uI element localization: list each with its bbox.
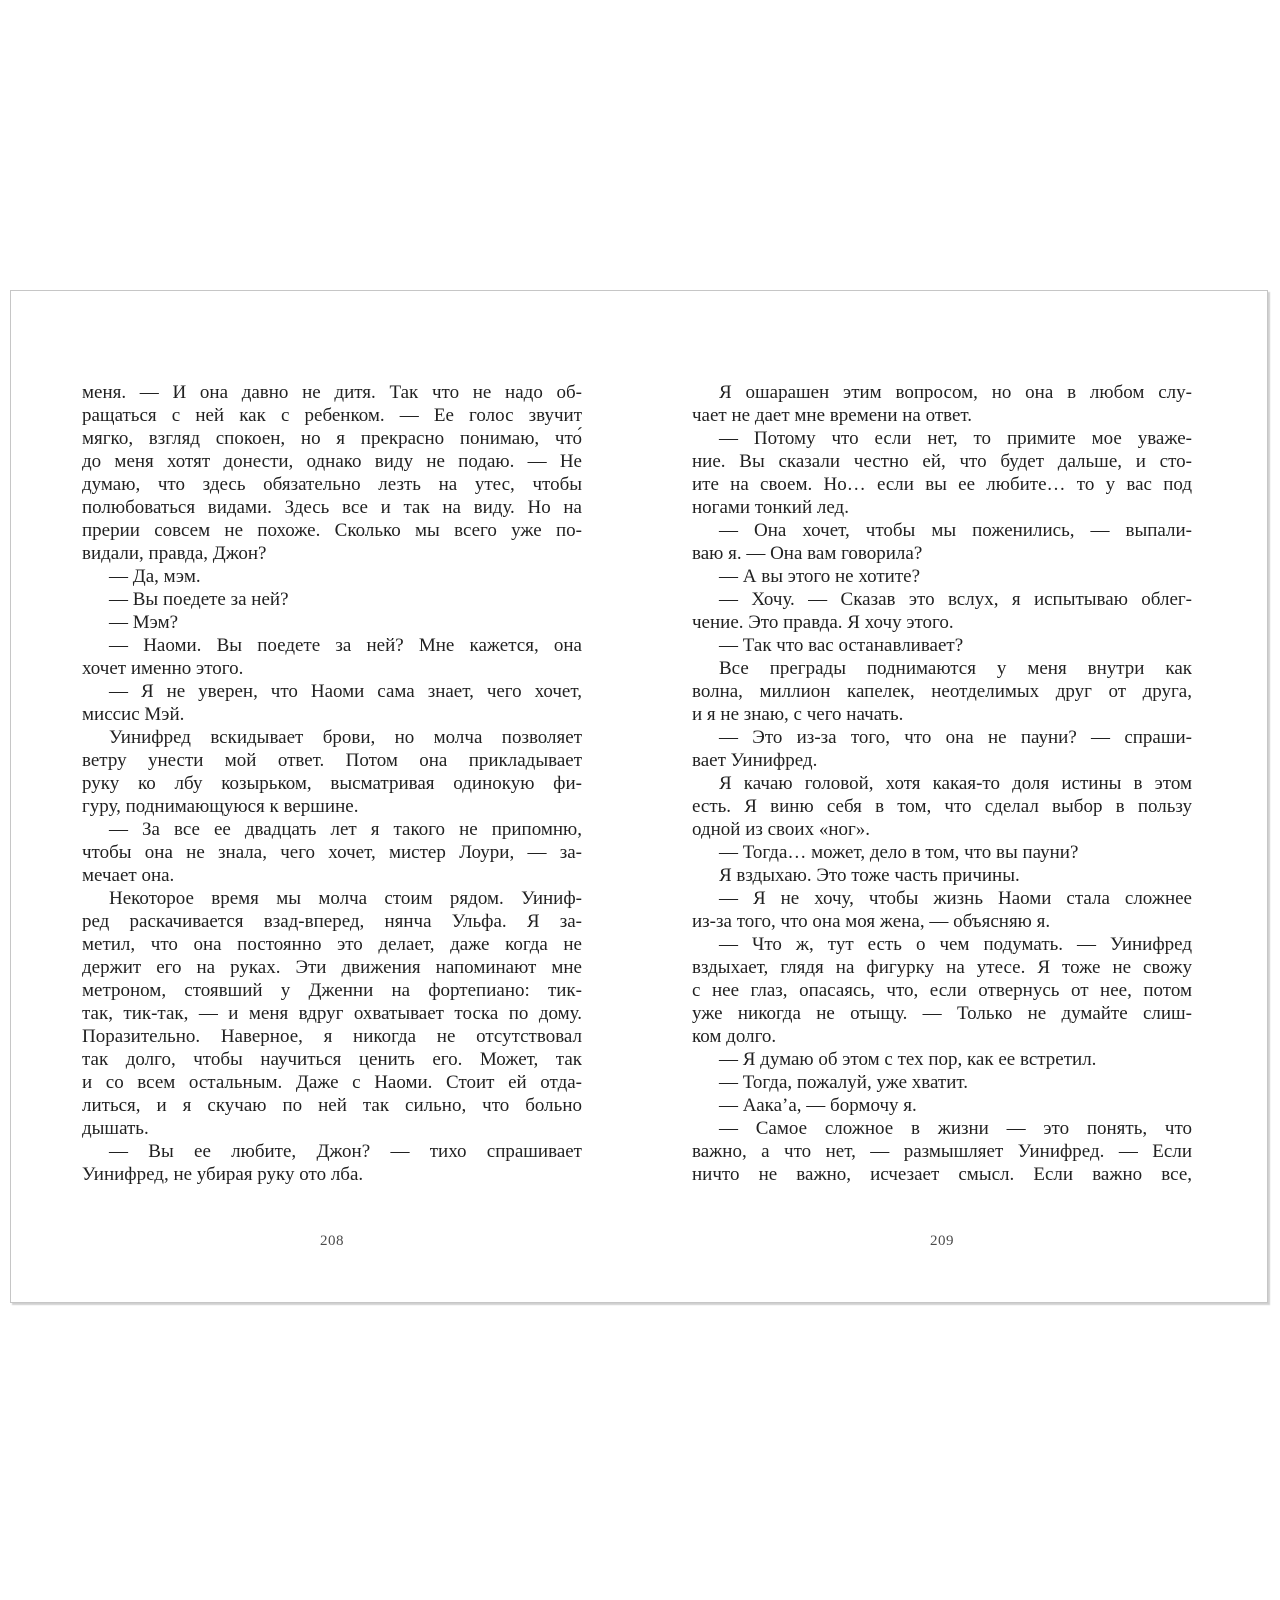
text-line: так, тик-так, — и меня вдруг охватывает тоска по дому.: [82, 1003, 582, 1024]
text-line: — Тогда, пожалуй, уже хватит.: [719, 1072, 969, 1093]
text-line: ком долго.: [692, 1026, 777, 1047]
text-line: ращаться с ней как с ребенком. — Ее голос звучит: [82, 405, 582, 426]
paragraph: [692, 1117, 1192, 1186]
text-line: вздыхает, глядя на фигурку на утесе. Я тоже не свожу: [692, 957, 1192, 978]
text-line: есть. Я виню себя в том, что сделал выбор в пользу: [692, 796, 1192, 817]
text-line: — За все ее двадцать лет я такого не припомню,: [109, 819, 582, 840]
text-line: из-за того, что она моя жена, — объясняю я.: [692, 911, 1051, 932]
paragraph: [82, 1140, 582, 1186]
paragraph: [692, 841, 1192, 864]
text-line: хочет именно этого.: [82, 658, 244, 679]
text-line: с нее глаз, опасаясь, что, если отвернусь от нее, потом: [692, 980, 1192, 1001]
text-line: и я не знаю, с чего начать.: [692, 704, 904, 725]
text-line: руку ко лбу козырьком, высматривая одинокую фи-: [82, 773, 582, 794]
paragraph: [692, 887, 1192, 933]
paragraph: [692, 1094, 1192, 1117]
text-line: миссис Мэй.: [82, 704, 185, 725]
paragraph: [82, 634, 582, 680]
paragraph: [692, 1048, 1192, 1071]
paragraph: [692, 657, 1192, 726]
text-line: — Что ж, тут есть о чем подумать. — Уинифред: [719, 934, 1192, 955]
text-line: Все преграды поднимаются у меня внутри как: [719, 658, 1192, 679]
text-line: ред раскачивается взад-вперед, нянча Ульфа. Я за-: [82, 911, 582, 932]
text-line: и со всем остальным. Даже с Наоми. Стоит ей отда-: [82, 1072, 582, 1093]
text-line: дышать.: [82, 1118, 149, 1139]
text-line: Я ошарашен этим вопросом, но она в любом слу-: [719, 382, 1192, 403]
text-line: — Потому что если нет, то примите мое уваже-: [719, 428, 1192, 449]
paragraph: [692, 864, 1192, 887]
paragraph: [82, 381, 582, 565]
paragraph: [692, 381, 1192, 427]
text-line: ваю я. — Она вам говорила?: [692, 543, 923, 564]
text-line: Поразительно. Наверное, я никогда не отсутствовал: [82, 1026, 582, 1047]
text-line: до меня хотят донести, однако виду не подаю. — Не: [82, 451, 582, 472]
text-line: — Да, мэм.: [109, 566, 201, 587]
text-line: — Она хочет, чтобы мы поженились, — выпали-: [719, 520, 1192, 541]
page-number-right: 209: [930, 1233, 954, 1249]
text-line: видали, правда, Джон?: [82, 543, 267, 564]
text-line: мечает она.: [82, 865, 175, 886]
paragraph: [82, 565, 582, 588]
text-line: — Самое сложное в жизни — это понять, что: [719, 1118, 1192, 1139]
text-line: полюбоваться видами. Здесь все и так на виду. Но на: [82, 497, 582, 518]
paragraph: [82, 611, 582, 634]
text-line: гуру, поднимающуюся к вершине.: [82, 796, 359, 817]
page-number-left: 208: [320, 1233, 344, 1249]
text-line: ветру унести мой ответ. Потом она прикладывает: [82, 750, 582, 771]
text-line: — Я не уверен, что Наоми сама знает, чего хочет,: [109, 681, 582, 702]
paragraph: [692, 519, 1192, 565]
text-line: меня. — И она давно не дитя. Так что не надо об-: [82, 382, 582, 403]
text-line: важно, а что нет, — размышляет Уинифред. — Если: [692, 1141, 1192, 1162]
text-line: чтобы она не знала, чего хочет, мистер Лоури, — за-: [82, 842, 582, 863]
text-line: Некоторое время мы молча стоим рядом. Уиниф-: [109, 888, 582, 909]
paragraph: [692, 1071, 1192, 1094]
text-line: — Мэм?: [109, 612, 179, 633]
paragraph: [82, 726, 582, 818]
text-line: Уинифред вскидывает брови, но молча позволяет: [109, 727, 582, 748]
text-line: ние. Вы сказали честно ей, что будет дальше, и сто-: [692, 451, 1192, 472]
page-right-text: [692, 381, 1192, 1186]
paragraph: [692, 726, 1192, 772]
text-line: Я вздыхаю. Это тоже часть причины.: [719, 865, 1020, 886]
paragraph: [692, 565, 1192, 588]
text-line: думаю, что здесь обязательно лезть на утес, чтобы: [82, 474, 582, 495]
text-line: — Вы ее любите, Джон? — тихо спрашивает: [109, 1141, 582, 1162]
text-line: одной из своих «ног».: [692, 819, 871, 840]
text-line: метроном, стоявший у Дженни на фортепиано: тик-: [82, 980, 582, 1001]
page-left: [82, 291, 582, 1302]
text-line: — А вы этого не хотите?: [719, 566, 921, 587]
text-line: волна, миллион капелек, неотделимых друг от друга,: [692, 681, 1192, 702]
text-line: — Я не хочу, чтобы жизнь Наоми стала сложнее: [719, 888, 1192, 909]
text-line: прерии совсем не похоже. Сколько мы всего уже по-: [82, 520, 582, 541]
text-line: — Так что вас останавливает?: [719, 635, 964, 656]
text-line: литься, и я скучаю по ней так сильно, что больно: [82, 1095, 582, 1116]
text-line: — Тогда… может, дело в том, что вы пауни?: [719, 842, 1079, 863]
paragraph: [82, 680, 582, 726]
text-line: — Наоми. Вы поедете за ней? Мне кажется, она: [109, 635, 582, 656]
text-line: мягко, взгляд спокоен, но я прекрасно понимаю, что́: [82, 428, 582, 449]
text-line: ите на своем. Но… если вы ее любите… то у вас под: [692, 474, 1192, 495]
paragraph: [692, 427, 1192, 519]
text-line: — Хочу. — Сказав это вслух, я испытываю облег-: [719, 589, 1192, 610]
text-line: метил, что она постоянно это делает, даже когда не: [82, 934, 582, 955]
paragraph: [692, 634, 1192, 657]
text-line: ничто не важно, исчезает смысл. Если важно все,: [692, 1164, 1192, 1185]
page-right: [692, 291, 1192, 1302]
paragraph: [692, 933, 1192, 1048]
paragraph: [692, 772, 1192, 841]
paragraph: [82, 818, 582, 887]
book-spread: [10, 290, 1268, 1303]
text-line: ногами тонкий лед.: [692, 497, 849, 518]
text-line: — Аака’а, — бормочу я.: [719, 1095, 917, 1116]
text-line: чает не дает мне времени на ответ.: [692, 405, 973, 426]
text-line: держит его на руках. Эти движения напоминают мне: [82, 957, 582, 978]
text-line: Уинифред, не убирая руку ото лба.: [82, 1164, 364, 1185]
text-line: — Вы поедете за ней?: [109, 589, 289, 610]
paragraph: [82, 588, 582, 611]
text-line: так долго, чтобы научиться ценить его. Может, так: [82, 1049, 582, 1070]
text-line: уже никогда не отыщу. — Только не думайте слиш-: [692, 1003, 1192, 1024]
text-line: — Я думаю об этом с тех пор, как ее встретил.: [719, 1049, 1097, 1070]
paragraph: [692, 588, 1192, 634]
text-line: вает Уинифред.: [692, 750, 818, 771]
text-line: Я качаю головой, хотя какая-то доля истины в этом: [719, 773, 1192, 794]
page-left-text: [82, 381, 582, 1186]
text-line: — Это из-за того, что она не пауни? — спраши-: [719, 727, 1192, 748]
paragraph: [82, 887, 582, 1140]
text-line: чение. Это правда. Я хочу этого.: [692, 612, 954, 633]
